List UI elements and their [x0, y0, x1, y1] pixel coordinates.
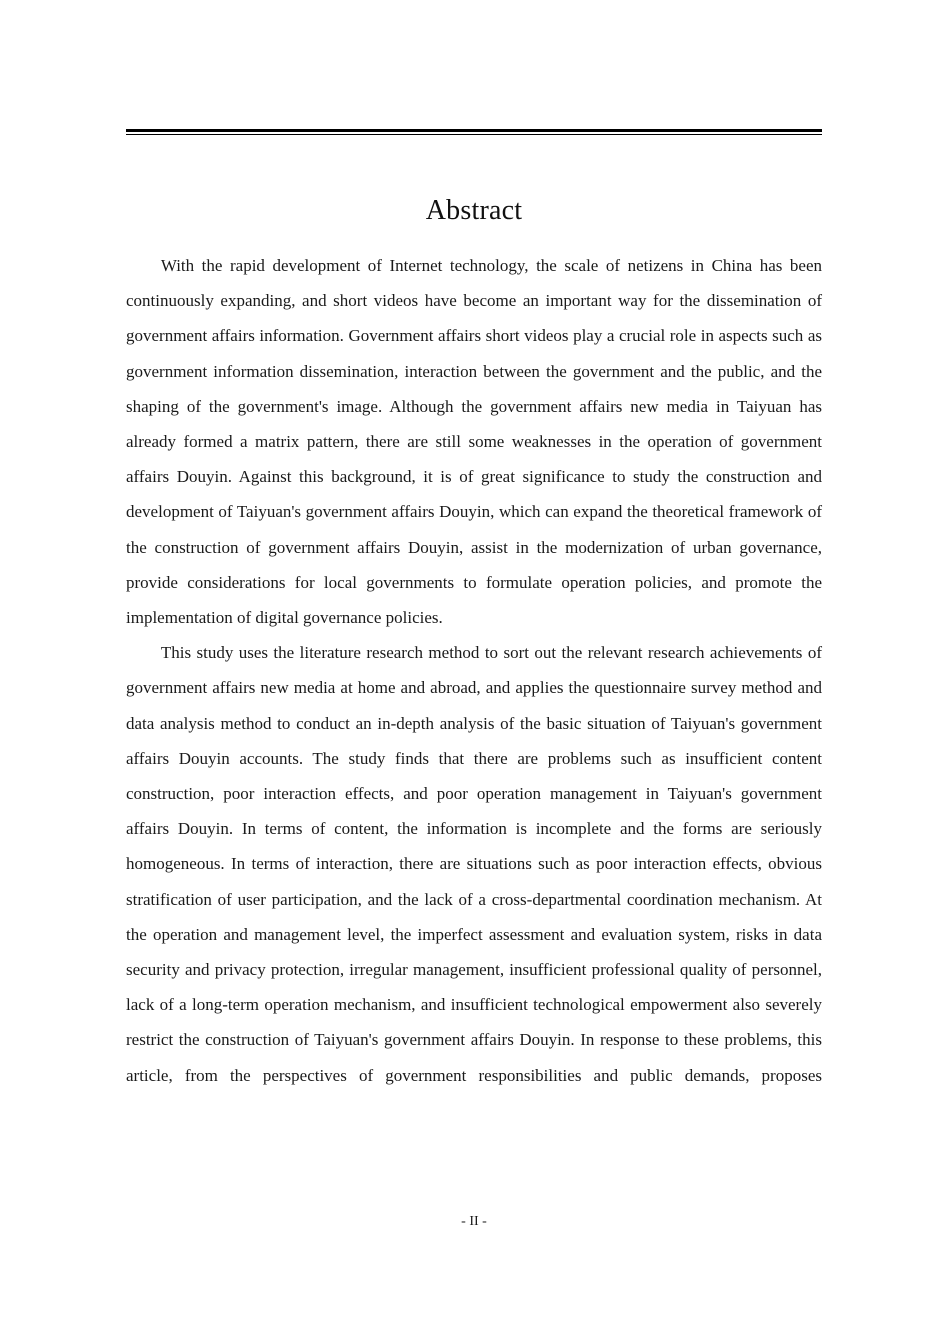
- abstract-paragraph-2: This study uses the literature research method to sort out the relevant research achievements of government affairs new media at home and abroad, and applies the questionnaire survey method and data analysis method to conduct an in-depth analysis of the basic situation of Taiyuan's government affairs Douyin accounts. The study finds that there are problems such as insufficient content construction, poor interaction effects, and poor operation management in Taiyuan's government affairs Douyin. In terms of content, the information is incomplete and the forms are seriously homogeneous. In terms of interaction, there are situations such as poor interaction effects, obvious stratification of user participation, and the lack of a cross-departmental coordination mechanism. At the operation and management level, the imperfect assessment and evaluation system, risks in data security and privacy protection, irregular management, insufficient professional quality of personnel, lack of a long-term operation mechanism, and insufficient technological empowerment also severely restrict the construction of Taiyuan's government affairs Douyin. In response to these problems, this article, from the perspectives of government responsibilities and public demands, proposes: [126, 643, 822, 1085]
- page-number-footer: - II -: [461, 1214, 487, 1229]
- abstract-paragraph-1: With the rapid development of Internet technology, the scale of netizens in China has been continuously expanding, and short videos have become an important way for the dissemination of government affairs information. Government affairs short videos play a crucial role in aspects such as government information dissemination, interaction between the government and the public, and the shaping of the government's image. Although the government affairs new media in Taiyuan has already formed a matrix pattern, there are still some weaknesses in the operation of government affairs Douyin. Against this background, it is of great significance to study the construction and development of Taiyuan's government affairs Douyin, which can expand the theoretical framework of the construction of government affairs Douyin, assist in the modernization of urban governance, provide considerations for local governments to formulate operation policies, and promote the implementation of digital governance policies.: [126, 256, 822, 628]
- abstract-body: [126, 248, 822, 1128]
- header-double-rule: [126, 129, 822, 135]
- header-rule-thin-line: [126, 134, 822, 135]
- page-title: Abstract: [425, 194, 523, 226]
- header-rule-thick-line: [126, 129, 822, 132]
